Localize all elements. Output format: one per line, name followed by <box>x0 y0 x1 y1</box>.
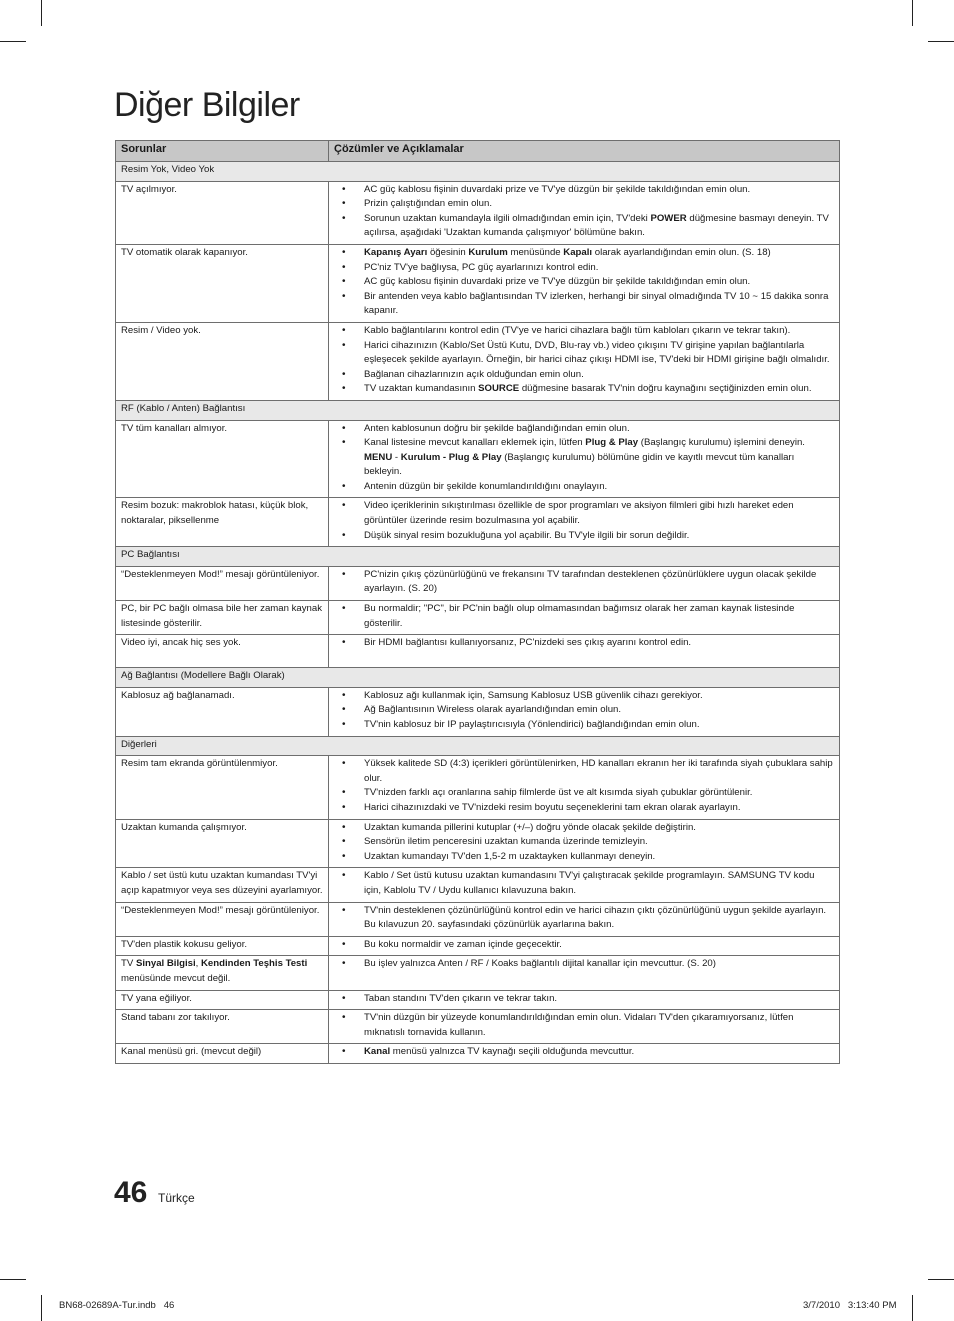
solution-cell <box>329 902 840 936</box>
list-item: • Uzaktan kumanda pillerini kutuplar (+/–) doğru yönde olacak şekilde değiştirin. <box>334 821 834 836</box>
solution-list <box>334 689 834 733</box>
table-row <box>116 601 840 635</box>
table-row <box>116 756 840 819</box>
table-row <box>116 244 840 322</box>
problem-cell: “Desteklenmeyen Mod!” mesajı görüntüleniyor. <box>116 902 329 936</box>
print-date: 3/7/2010 3:13:40 PM <box>803 1300 897 1311</box>
list-item: • Sorunun uzaktan kumandayla ilgili olmadığından emin için, TV'deki POWER düğmesine basmayı deneyin. TV açılırsa, aşağıdaki 'Uzaktan kumanda çalışmıyor' bölümüne bakın. <box>334 212 834 241</box>
table-header-row <box>116 141 840 162</box>
language-label: Türkçe <box>158 1191 195 1205</box>
table-row <box>116 420 840 498</box>
list-item: • Bu koku normaldir ve zaman içinde geçecektir. <box>334 938 834 953</box>
table-row <box>116 990 840 1010</box>
solution-cell <box>329 498 840 547</box>
list-item: • Bir antenden veya kablo bağlantısından TV izlerken, herhangi bir sinyal olmadığında TV 10 ~ 15 dakika sonra kapanır. <box>334 290 834 319</box>
solution-cell <box>329 322 840 400</box>
section-title: Ağ Bağlantısı (Modellere Bağlı Olarak) <box>116 668 840 688</box>
problem-cell: Stand tabanı zor takılıyor. <box>116 1010 329 1044</box>
solution-list <box>334 246 834 319</box>
table-row <box>116 498 840 547</box>
troubleshooting-table <box>115 140 840 1064</box>
problem-cell: Kablosuz ağ bağlanamadı. <box>116 687 329 736</box>
section-header-row <box>116 162 840 182</box>
problem-cell: Resim tam ekranda görüntülenmiyor. <box>116 756 329 819</box>
problem-cell: Kanal menüsü gri. (mevcut değil) <box>116 1044 329 1064</box>
list-item: • AC güç kablosu fişinin duvardaki prize ve TV'ye düzgün bir şekilde takıldığından emin olun. <box>334 183 834 198</box>
table-row <box>116 1010 840 1044</box>
list-item: • PC'nizin çıkış çözünürlüğünü ve frekansını TV tarafından desteklenen çözünürlüklere uygun olacak şekilde ayarlayın. (S. 20) <box>334 568 834 597</box>
solution-list <box>334 1045 834 1060</box>
list-item: • Kablo bağlantılarını kontrol edin (TV'ye ve harici cihazlara bağlı tüm kabloları çıkarın ve tekrar takın). <box>334 324 834 339</box>
list-item: • Harici cihazınızdaki ve TV'nizdeki resim boyutu seçeneklerini tam ekran olarak ayarlayın. <box>334 801 834 816</box>
solution-list <box>334 636 834 651</box>
page-title: Diğer Bilgiler <box>114 86 300 124</box>
table-body <box>116 162 840 1064</box>
solution-cell <box>329 635 840 668</box>
table-row <box>116 819 840 868</box>
solution-cell <box>329 687 840 736</box>
solution-list <box>334 568 834 597</box>
crop-mark <box>0 41 26 42</box>
problem-cell: Resim / Video yok. <box>116 322 329 400</box>
solution-list <box>334 869 834 898</box>
solution-list <box>334 821 834 865</box>
solution-list <box>334 602 834 631</box>
table-row <box>116 635 840 668</box>
list-item: • Harici cihazınızın (Kablo/Set Üstü Kutu, DVD, Blu-ray vb.) video çıkışını TV girişine yapılan bağlantılarla eşleşecek şekilde ayarlayın. Örneğin, bir harici cihaz çıkışı HDMI ise, TV'deki bir HDMI girişine bağlı olmalıdır. <box>334 339 834 368</box>
table-row <box>116 687 840 736</box>
problem-cell: Kablo / set üstü kutu uzaktan kumandası TV'yi açıp kapatmıyor veya ses düzeyini ayarlamıyor. <box>116 868 329 902</box>
list-item: • Bağlanan cihazlarınızın açık olduğundan emin olun. <box>334 368 834 383</box>
solution-cell <box>329 1044 840 1064</box>
list-item: • Düşük sinyal resim bozukluğuna yol açabilir. Bu TV'yle ilgili bir sorun değildir. <box>334 529 834 544</box>
solution-list <box>334 183 834 241</box>
list-item: • TV uzaktan kumandasının SOURCE düğmesine basarak TV'nin doğru kaynağını seçtiğinizden emin olun. <box>334 382 834 397</box>
table-row <box>116 956 840 990</box>
section-header-row <box>116 547 840 567</box>
list-item: • Anten kablosunun doğru bir şekilde bağlandığından emin olun. <box>334 422 834 437</box>
crop-mark <box>912 0 913 26</box>
header-solutions: Çözümler ve Açıklamalar <box>329 141 840 162</box>
section-title: PC Bağlantısı <box>116 547 840 567</box>
list-item: • Bu normaldir; "PC", bir PC'nin bağlı olup olmamasından bağımsız olarak her zaman kaynak listesinde gösterilir. <box>334 602 834 631</box>
list-item: • Taban standını TV'den çıkarın ve tekrar takın. <box>334 992 834 1007</box>
solution-cell <box>329 956 840 990</box>
list-item: • TV'nin düzgün bir yüzeyde konumlandırıldığından emin olun. Vidaları TV'den çıkaramıyorsanız, lütfen mıknatıslı tornavida kullanın. <box>334 1011 834 1040</box>
section-header-row <box>116 668 840 688</box>
table-row <box>116 902 840 936</box>
solution-list <box>334 499 834 543</box>
list-item: • Yüksek kalitede SD (4:3) içerikleri görüntülenirken, HD kanalları ekranın her iki tarafında siyah çubuklara sahip olur. <box>334 757 834 786</box>
header-problems: Sorunlar <box>116 141 329 162</box>
section-title: Resim Yok, Video Yok <box>116 162 840 182</box>
list-item: • TV'nizden farklı açı oranlarına sahip filmlerde üst ve alt kısımda siyah çubuklar görüntülenir. <box>334 786 834 801</box>
section-header-row <box>116 736 840 756</box>
section-title: Diğerleri <box>116 736 840 756</box>
list-item: • TV'nin desteklenen çözünürlüğünü kontrol edin ve harici cihazın çıktı çözünürlüğünü uygun şekilde ayarlayın. Bu kılavuzun 20. sayfasındaki çözünürlük ayarlarına bakın. <box>334 904 834 933</box>
problem-cell: TV Sinyal Bilgisi, Kendinden Teşhis Testi menüsünde mevcut değil. <box>116 956 329 990</box>
problem-cell: TV otomatik olarak kapanıyor. <box>116 244 329 322</box>
list-item: • Ağ Bağlantısının Wireless olarak ayarlandığından emin olun. <box>334 703 834 718</box>
crop-mark <box>928 1279 954 1280</box>
file-name: BN68-02689A-Tur.indb 46 <box>59 1300 175 1311</box>
list-item: • TV'nin kablosuz bir IP paylaştırıcısıyla (Yönlendirici) bağlandığından emin olun. <box>334 718 834 733</box>
solution-cell <box>329 990 840 1010</box>
problem-cell: Uzaktan kumanda çalışmıyor. <box>116 819 329 868</box>
solution-cell <box>329 868 840 902</box>
list-item: • Kanal listesine mevcut kanalları eklemek için, lütfen Plug & Play (Başlangıç kurulumu) işlemini deneyin. MENU - Kurulum - Plug & Play (Başlangıç kurulumu) bölümüne gidin ve kayıtlı mevcut tüm kanalları bekleyin. <box>334 436 834 480</box>
list-item: • Kapanış Ayarı öğesinin Kurulum menüsünde Kapalı olarak ayarlandığından emin olun. (S. 18) <box>334 246 834 261</box>
table-row <box>116 868 840 902</box>
solution-list <box>334 938 834 953</box>
list-item: • Kanal menüsü yalnızca TV kaynağı seçili olduğunda mevcuttur. <box>334 1045 834 1060</box>
solution-list <box>334 1011 834 1040</box>
solution-cell <box>329 756 840 819</box>
solution-cell <box>329 566 840 600</box>
list-item: • Bir HDMI bağlantısı kullanıyorsanız, PC'nizdeki ses çıkış ayarını kontrol edin. <box>334 636 834 651</box>
solution-cell <box>329 601 840 635</box>
solution-cell <box>329 181 840 244</box>
problem-cell: TV tüm kanalları almıyor. <box>116 420 329 498</box>
list-item: • Bu işlev yalnızca Anten / RF / Koaks bağlantılı dijital kanallar için mevcuttur. (S. 20) <box>334 957 834 972</box>
table-row <box>116 1044 840 1064</box>
solution-cell <box>329 936 840 956</box>
solution-list <box>334 957 834 972</box>
list-item: • PC'niz TV'ye bağlıysa, PC güç ayarlarınızı kontrol edin. <box>334 261 834 276</box>
problem-cell: PC, bir PC bağlı olmasa bile her zaman kaynak listesinde gösterilir. <box>116 601 329 635</box>
solution-list <box>334 757 834 815</box>
solution-list <box>334 324 834 397</box>
section-header-row <box>116 400 840 420</box>
list-item: • Video içeriklerinin sıkıştırılması özellikle de spor programları ve aksiyon filmleri gibi hızlı hareket eden görüntüler üzerinde resim bozulmasına yol açabilir. <box>334 499 834 528</box>
list-item: • Antenin düzgün bir şekilde konumlandırıldığını onaylayın. <box>334 480 834 495</box>
solution-cell <box>329 819 840 868</box>
problem-cell: “Desteklenmeyen Mod!” mesajı görüntüleniyor. <box>116 566 329 600</box>
list-item: • Kablosuz ağı kullanmak için, Samsung Kablosuz USB güvenlik cihazı gerekiyor. <box>334 689 834 704</box>
problem-cell: Resim bozuk: makroblok hatası, küçük blok, noktaralar, piksellenme <box>116 498 329 547</box>
solution-cell <box>329 420 840 498</box>
table-row <box>116 936 840 956</box>
table-row <box>116 181 840 244</box>
crop-mark <box>41 1295 42 1321</box>
problem-cell: Video iyi, ancak hiç ses yok. <box>116 635 329 668</box>
crop-mark <box>912 1295 913 1321</box>
problem-cell: TV yana eğiliyor. <box>116 990 329 1010</box>
solution-cell <box>329 1010 840 1044</box>
list-item: • Uzaktan kumandayı TV'den 1,5-2 m uzaktayken kullanmayı deneyin. <box>334 850 834 865</box>
table-row <box>116 566 840 600</box>
crop-mark <box>41 0 42 26</box>
solution-list <box>334 422 834 495</box>
list-item: • AC güç kablosu fişinin duvardaki prize ve TV'ye düzgün bir şekilde takıldığından emin olun. <box>334 275 834 290</box>
solution-cell <box>329 244 840 322</box>
solution-list <box>334 904 834 933</box>
solution-list <box>334 992 834 1007</box>
list-item: • Kablo / Set üstü kutusu uzaktan kumandasını TV'yi çalıştıracak şekilde programlayın. SAMSUNG TV kodu için, Kablolu TV / Uydu kullanıcı kılavuzuna bakın. <box>334 869 834 898</box>
crop-mark <box>928 41 954 42</box>
list-item: • Sensörün iletim penceresini uzaktan kumanda üzerinde temizleyin. <box>334 835 834 850</box>
problem-cell: TV açılmıyor. <box>116 181 329 244</box>
table-row <box>116 322 840 400</box>
list-item: • Prizin çalıştığından emin olun. <box>334 197 834 212</box>
section-title: RF (Kablo / Anten) Bağlantısı <box>116 400 840 420</box>
problem-cell: TV'den plastik kokusu geliyor. <box>116 936 329 956</box>
page-number: 46 <box>114 1176 148 1209</box>
crop-mark <box>0 1279 26 1280</box>
